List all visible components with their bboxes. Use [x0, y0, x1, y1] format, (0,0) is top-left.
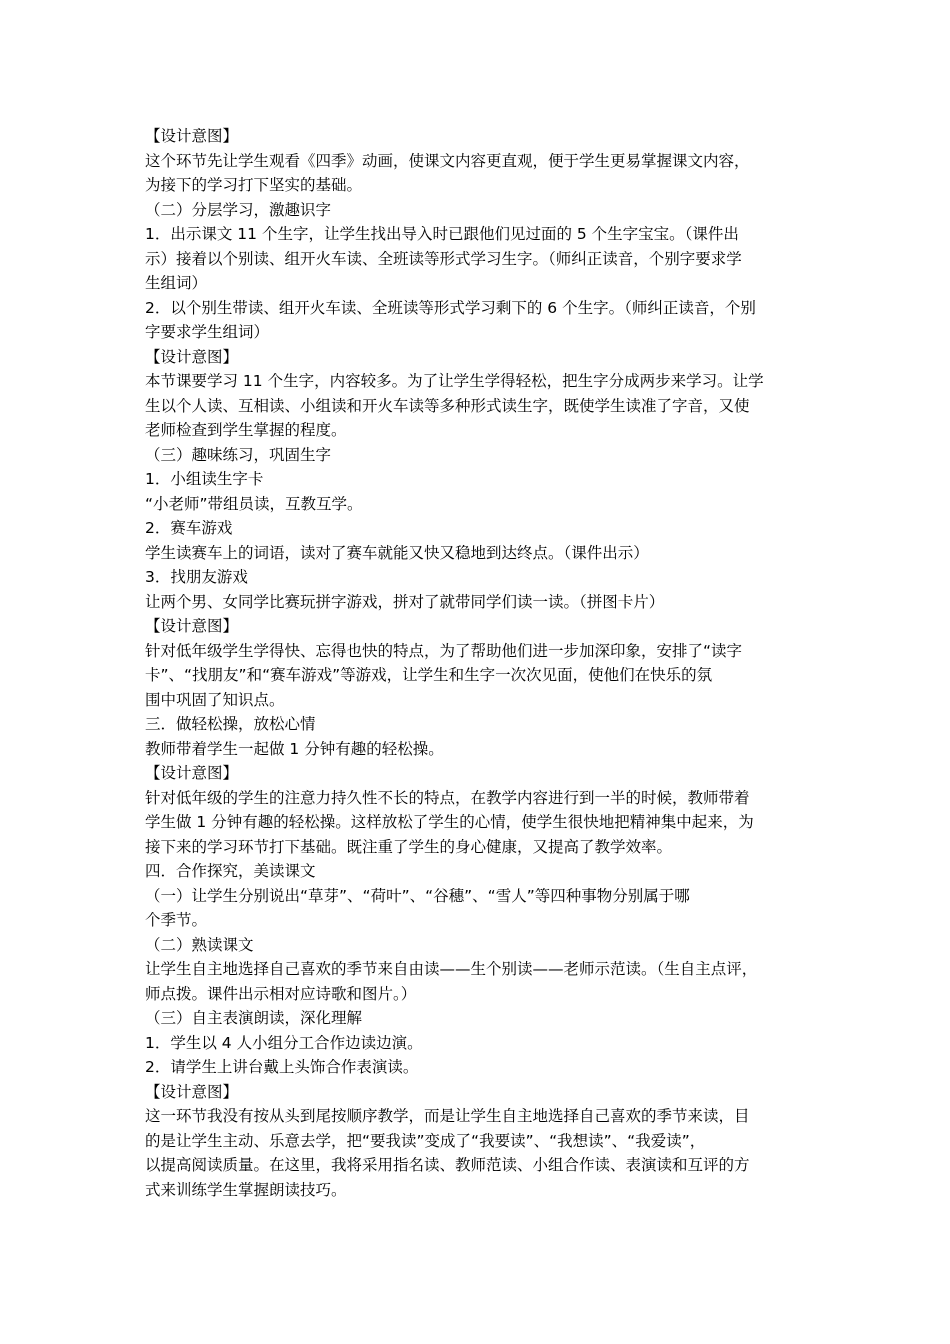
text-line: 针对低年级学生学得快、忘得也快的特点，为了帮助他们进一步加深印象，安排了“读字 [145, 641, 743, 660]
text-line: 老师检查到学生掌握的程度。 [145, 421, 347, 439]
text-line: 【设计意图】 [145, 764, 239, 782]
text-line: 教师带着学生一起做 1 分钟有趣的轻松操。 [145, 739, 444, 758]
text-line: 这一环节我没有按从头到尾按顺序教学，而是让学生自主地选择自己喜欢的季节来读，目 [145, 1107, 750, 1125]
section-heading: （二）分层学习，激趣识字 [145, 200, 332, 219]
section-heading: 三．做轻松操，放松心情 [145, 715, 316, 733]
text-line: 【设计意图】 [145, 617, 239, 635]
text-line: 【设计意图】 [145, 1082, 239, 1101]
section-heading: （二）熟读课文 [145, 935, 254, 954]
text-line: “小老师”带组员读，互教互学。 [145, 494, 363, 513]
text-line: （一）让学生分别说出“草芽”、“荷叶”、“谷穗”、“雪人”等四种事物分别属于哪 [145, 886, 690, 905]
text-line: 2．赛车游戏 [145, 519, 233, 537]
text-line: 这个环节先让学生观看《四季》动画，使课文内容更直观，便于学生更易掌握课文内容， [145, 151, 750, 170]
text-line: 1．小组读生字卡 [145, 470, 264, 488]
text-line: 卡”、“找朋友”和“赛车游戏”等游戏，让学生和生字一次次见面，使他们在快乐的氛 [145, 666, 713, 684]
text-line: 示）接着以个别读、组开火车读、全班读等形式学习生字。（师纠正读音，个别字要求学 [145, 249, 742, 268]
text-line: 1．学生以 4 人小组分工合作边读边演。 [145, 1033, 423, 1052]
text-line: 【设计意图】 [145, 127, 239, 145]
text-line: 生组词） [145, 274, 208, 292]
text-line: 围中巩固了知识点。 [145, 690, 285, 709]
section-heading: 四．合作探究，美读课文 [145, 862, 316, 880]
text-line: 师点拨。课件出示相对应诗歌和图片。） [145, 984, 417, 1003]
text-line: 【设计意图】 [145, 347, 239, 366]
text-line: 让学生自主地选择自己喜欢的季节来自由读——生个别读——老师示范读。（生自主点评， [145, 960, 758, 978]
text-line: 学生做 1 分钟有趣的轻松操。这样放松了学生的心情，使学生很快地把精神集中起来，为 [145, 813, 754, 831]
text-line: 个季节。 [145, 911, 208, 929]
text-line: 针对低年级的学生的注意力持久性不长的特点，在教学内容进行到一半的时候，教师带着 [145, 788, 750, 807]
text-line: 以提高阅读质量。在这里，我将采用指名读、教师范读、小组合作读、表演读和互评的方 [145, 1156, 750, 1174]
text-line: 1．出示课文 11 个生字，让学生找出导入时已跟他们见过面的 5 个生字宝宝。（课件出 [145, 225, 739, 243]
text-line: 接下来的学习环节打下基础。既注重了学生的身心健康，又提高了教学效率。 [145, 837, 673, 856]
text-line: 2．以个别生带读、组开火车读、全班读等形式学习剩下的 6 个生字。（师纠正读音，个别 [145, 298, 756, 317]
text-line: 式来训练学生掌握朗读技巧。 [145, 1180, 347, 1199]
text-line: 2．请学生上讲台戴上头饰合作表演读。 [145, 1058, 419, 1076]
text-line: 的是让学生主动、乐意去学，把“要我读”变成了“我要读”、“我想读”、“我爱读”， [145, 1131, 706, 1150]
document-body [145, 124, 815, 1202]
text-line: 本节课要学习 11 个生字，内容较多。为了让学生学得轻松，把生字分成两步来学习。让学 [145, 372, 764, 390]
text-line: 生以个人读、互相读、小组读和开火车读等多种形式读生字，既使学生读准了字音，又使 [145, 396, 750, 415]
text-line: 3．找朋友游戏 [145, 568, 248, 586]
section-heading: （三）趣味练习，巩固生字 [145, 445, 332, 464]
text-line: 让两个男、女同学比赛玩拼字游戏，拼对了就带同学们读一读。（拼图卡片） [145, 592, 665, 611]
text-line: 为接下的学习打下坚实的基础。 [145, 176, 363, 194]
section-heading: （三）自主表演朗读，深化理解 [145, 1009, 363, 1027]
text-line: 字要求学生组词） [145, 323, 270, 341]
text-line: 学生读赛车上的词语，读对了赛车就能又快又稳地到达终点。（课件出示） [145, 543, 649, 562]
